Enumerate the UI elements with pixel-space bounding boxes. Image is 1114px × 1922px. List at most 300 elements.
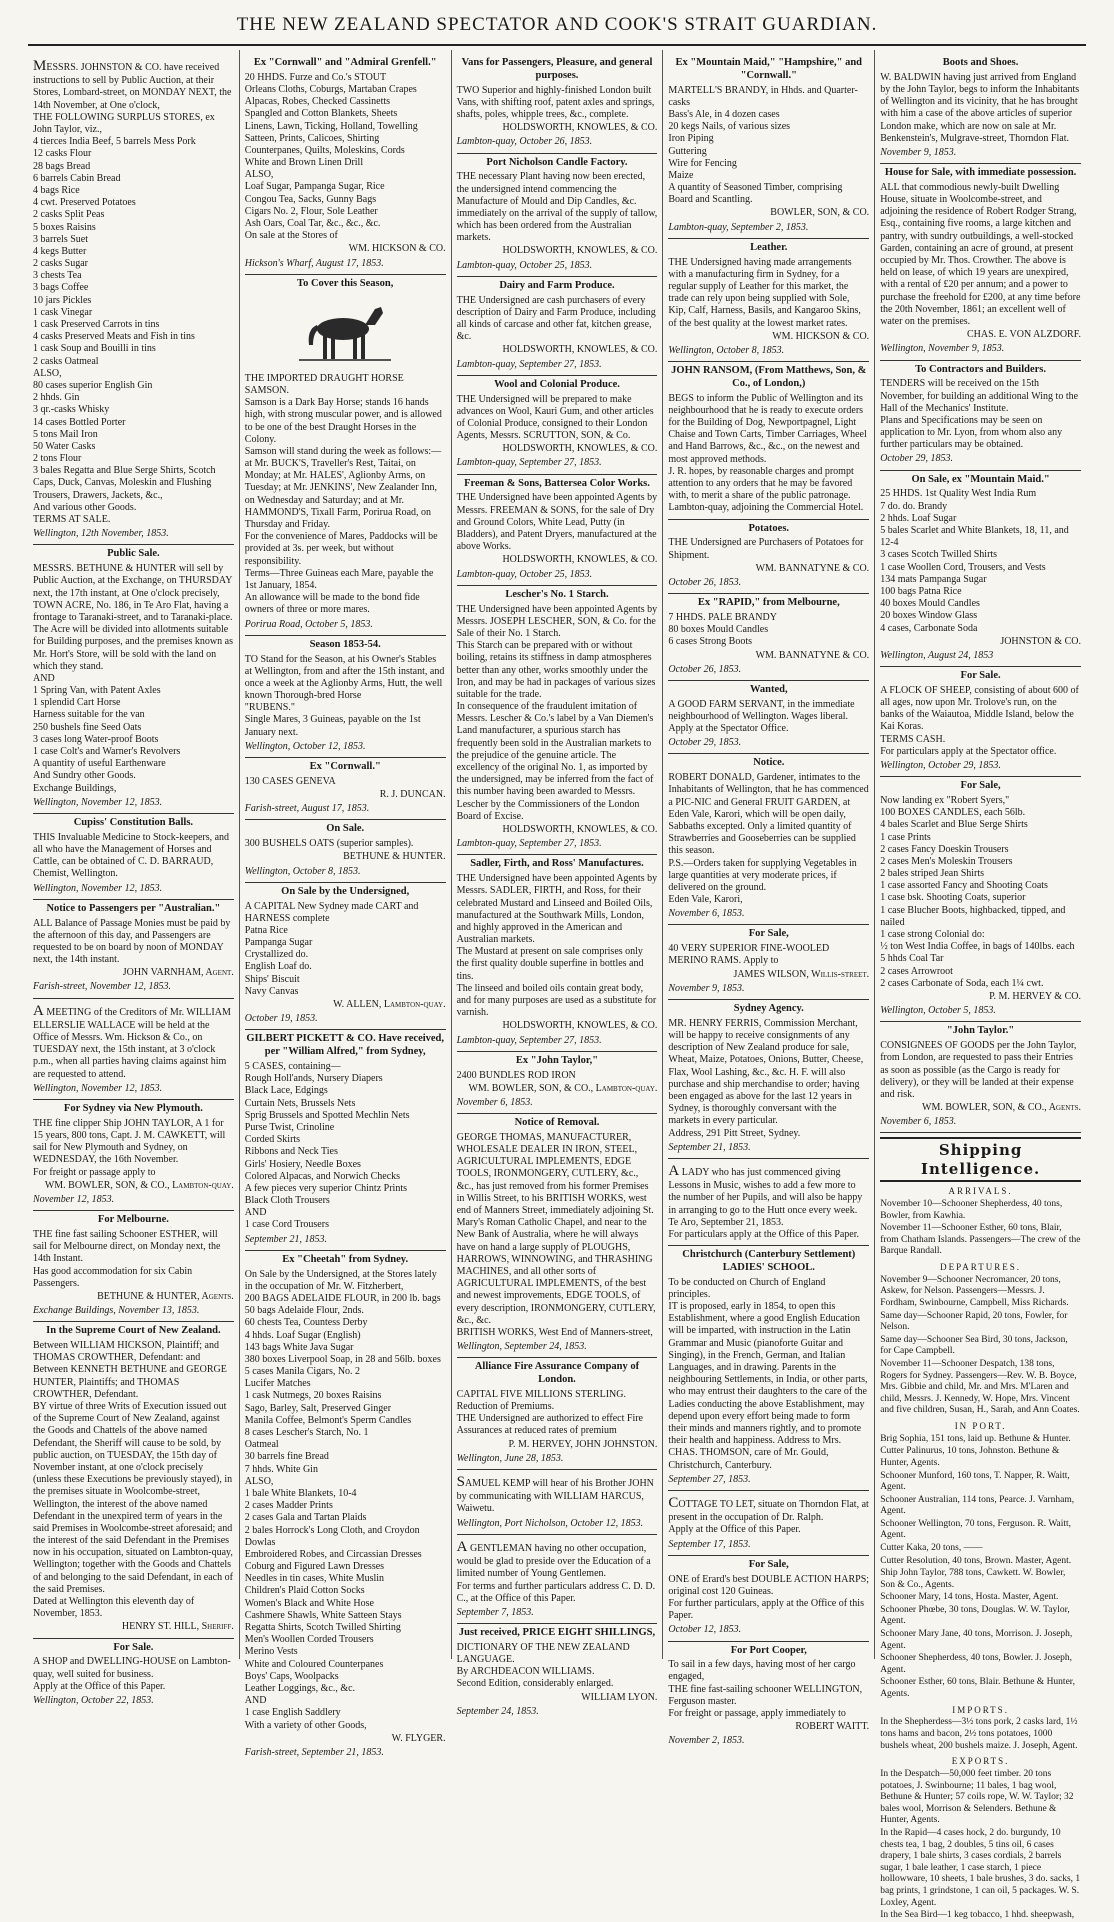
ad-date: Exchange Buildings, November 13, 1853. — [33, 1305, 200, 1317]
ad-text: 2 cases Men's Moleskin Trousers — [880, 855, 1013, 867]
shipping-entry: November 11—Schooner Esther, 60 tons, Blair, from Chatham Islands. Passengers—The crew of the Barque Randall. — [880, 1223, 1081, 1257]
ad-date: September 21, 1853. — [668, 1141, 751, 1153]
ad-text: THE Undersigned having made arrangements with a manufacturing firm in Sydney, for a regular supply of Leather for this market, the trade can rely upon being supplied with Sole, Kip, Calf, Harness, Basils, and Kangaroo Skins, of the best quality at the lowest market rates. — [668, 256, 864, 329]
ad-text: 300 BUSHELS OATS (superior samples). — [244, 838, 414, 850]
advertisement — [33, 900, 234, 999]
ad-heading: Freeman & Sons, Battersea Color Works. — [464, 477, 650, 489]
shipping-entry: Cutter Kaka, 20 tons, —— — [880, 1542, 983, 1553]
ad-text: 4 cwt. Preserved Potatoes — [33, 197, 136, 209]
ad-signature: WM. HICKSON & CO. — [772, 330, 870, 342]
ad-heading: House for Sale, with immediate possession. — [884, 167, 1077, 179]
ad-date: Wellington, November 12, 1853. — [33, 1082, 163, 1094]
ad-text: TOWN ACRE, No. 186, in Te Aro Flat, having a frontage to Taranaki-street, and to Taranaki-place. The Acre will be divided into allotments suitable for Building purposes, and the premises known as Mr. Hort's Store, will be sold with the land on which they stand. — [33, 599, 236, 672]
ad-text: A GENTLEMAN having no other occupation, would be glad to preside over the Education of a limited number of Young Gentlemen. — [456, 1538, 654, 1580]
ad-text: Corded Skirts — [244, 1134, 301, 1146]
advertisement — [457, 1470, 658, 1535]
ad-text: THE Undersigned have been appointed Agents by Messrs. JOSEPH LESCHER, SON, & Co. for the Sale of their No. 1 Starch. — [456, 603, 660, 639]
ad-text: Exchange Buildings, — [33, 782, 117, 794]
shipping-section-heading: DEPARTURES. — [940, 1261, 1022, 1272]
ad-text: A few pieces very superior Chintz Prints — [244, 1182, 407, 1194]
ad-text: AND — [33, 672, 55, 684]
advertisement — [880, 777, 1081, 1022]
advertisement — [245, 636, 446, 758]
advertisement — [668, 1556, 872, 1642]
advertisement — [880, 1022, 1081, 1133]
ad-date: Wellington, October 5, 1853. — [880, 1005, 996, 1017]
advertisement — [33, 1211, 234, 1322]
ad-heading: For Sale. — [960, 670, 1001, 682]
ad-text: 4 bales Scarlet and Blue Serge Shirts — [880, 819, 1028, 831]
ad-text: THE Undersigned are Purchasers of Potatoes for Shipment. — [668, 537, 866, 561]
ad-text: White and Coloured Counterpanes — [244, 1658, 384, 1670]
ad-text: 20 kegs Nails, of various sizes — [668, 121, 791, 133]
ad-text: 2 cases Arrowroot — [880, 965, 953, 977]
ad-date: September 7, 1853. — [456, 1606, 534, 1618]
advertisement — [33, 814, 234, 900]
advertisement — [245, 275, 446, 636]
ad-text: 1 cask Nutmegs, 20 boxes Raisins — [244, 1390, 382, 1402]
ad-date: Wellington, November 12, 1853. — [33, 882, 163, 894]
ad-heading: In the Supreme Court of New Zealand. — [46, 1325, 221, 1337]
ad-signature: JOHN VARNHAM, Agent. — [122, 967, 234, 979]
shipping-entry: Brig Sophia, 151 tons, laid up. Bethune & Hunter. — [880, 1433, 1071, 1444]
shipping-entry: Schooner Phœbe, 30 tons, Douglas. W. W. Taylor, Agent. — [880, 1604, 1070, 1627]
ad-text: 50 Water Casks — [33, 440, 96, 452]
ad-heading: Just received, PRICE EIGHT SHILLINGS, — [458, 1627, 656, 1639]
ad-heading: "John Taylor." — [946, 1025, 1015, 1037]
ad-text: 3 bags Coffee — [33, 282, 89, 294]
ad-signature: CHAS. E. VON ALZDORF. — [966, 329, 1081, 341]
ad-text: In consequence of the fraudulent imitation of Messrs. Lescher & Co.'s label by a Van Diemen's Land manufacturer, a spurious starch has frequently been sold in the Australian markets to the prejudice of the genuine article. The excellency of the original No. 1, as imported by the undersigned, may be inferred from the fact of this number having been awarded to Messrs. Lescher by the Commissioners of the London Board of Excise. — [456, 701, 656, 822]
ad-signature: WM. BOWLER, SON, & CO., Lambton-quay. — [468, 1082, 658, 1094]
ad-text: A GOOD FARM SERVANT, in the immediate neighbourhood of Wellington. Wages liberal. — [668, 698, 858, 722]
ad-text: GEORGE THOMAS, MANUFACTURER, WHOLESALE DEALER IN IRON, STEEL, AGRICULTURAL IMPLEMENTS, EDGE TOOLS, IRONMONGERY, CUTLERY, &c., &c., has just removed from his former Premises in Willis Street, to his BRITISH WORKS, west end of Manners Street, immediately adjoining St. Mary's Roman Catholic Chapel, and near to the New Bank of Australia, where he will always have on hand a large supply of PLOUGHS, HARROWS, WINNOWING, and THRASHING MACHINES, and all other sorts of AGRICULTURAL IMPLEMENTS, of the best and newest improvements, EDGE TOOLS, of every description, IRONMONGERY, CUTLERY, &c., &c. — [456, 1131, 659, 1326]
advertisement — [880, 667, 1081, 777]
ad-heading: Notice. — [753, 757, 785, 769]
ad-text: To be conducted on Church of England principles. — [668, 1276, 828, 1300]
ad-text: Apply at the Office of this Paper. — [668, 1524, 801, 1536]
ad-text: 1 splendid Cart Horse — [33, 697, 121, 709]
ad-text: Boys' Caps, Woolpacks — [244, 1670, 339, 1682]
ad-heading: Wanted, — [749, 683, 788, 695]
ad-date: Wellington, October 8, 1853. — [668, 344, 785, 356]
ad-heading: Potatoes. — [748, 522, 790, 534]
advertisement — [457, 54, 658, 154]
ad-signature: W. FLYGER. — [391, 1732, 446, 1744]
ad-text: 7 do. do. Brandy — [880, 500, 948, 512]
ad-text: A CAPITAL New Sydney made CART and HARNESS complete — [244, 900, 421, 924]
ad-text: Maize — [668, 169, 694, 181]
ad-text: Lambton-quay, adjoining the Commercial Hotel. — [668, 502, 864, 514]
ad-text: For particulars apply at the Office of this Paper. — [668, 1228, 859, 1240]
ad-text: Satteen, Prints, Calicoes, Shirting — [244, 132, 380, 144]
ad-text: THE Undersigned will be prepared to make advances on Wool, Kauri Gum, and other articles of Colonial Produce, consigned to their London Agents, Messrs. SCRUTTON, SON, & Co. — [456, 393, 657, 442]
ad-text: 1 case bsk. Shooting Coats, superior — [880, 892, 1026, 904]
advertisement — [245, 54, 446, 275]
ad-text: 3 qr.-casks Whisky — [33, 404, 110, 416]
ad-text: And various other Goods. — [33, 501, 137, 513]
ad-text: 4 hhds. Loaf Sugar (English) — [244, 1329, 361, 1341]
ad-text: ALSO, — [33, 367, 62, 379]
ad-text: Needles in tin cases, White Muslin — [244, 1573, 385, 1585]
ad-text: Cigars No. 2, Flour, Sole Leather — [244, 205, 378, 217]
ad-date: Wellington, October 22, 1853. — [33, 1694, 154, 1706]
advertisement — [457, 586, 658, 856]
ad-text: For particulars apply at the Spectator office. — [880, 745, 1057, 757]
ad-text: ONE of Erard's best DOUBLE ACTION HARPS; original cost 120 Guineas. — [668, 1573, 872, 1597]
ad-text: Girls' Hosiery, Needle Boxes — [244, 1158, 361, 1170]
ad-signature: BETHUNE & HUNTER. — [343, 851, 446, 863]
advertisement — [245, 1251, 446, 1763]
column-2 — [239, 50, 451, 1758]
ad-heading: For Sydney via New Plymouth. — [63, 1103, 203, 1115]
ad-text: 28 bags Bread — [33, 160, 91, 172]
ad-date: Lambton-quay, September 27, 1853. — [456, 1034, 602, 1046]
ad-heading: Notice of Removal. — [514, 1117, 600, 1129]
ad-date: Lambton-quay, September 27, 1853. — [456, 838, 602, 850]
ad-date: November 9, 1853. — [668, 982, 745, 994]
ad-text: 1 cask Soup and Bouilli in tins — [33, 343, 156, 355]
shipping-entry: Cutter Resolution, 40 tons, Brown. Master, Agent. — [880, 1555, 1072, 1566]
ad-text: 380 boxes Liverpool Soap, in 28 and 56lb. boxes — [244, 1353, 441, 1365]
advertisement — [668, 362, 869, 519]
ad-text: Congou Tea, Sacks, Gunny Bags — [244, 193, 377, 205]
ad-text: THE fine fast sailing Schooner ESTHER, will sail for Melbourne direct, on Monday next, the 14th Instant. — [33, 1228, 223, 1265]
ad-date: October 29, 1853. — [880, 453, 953, 465]
ad-date: Lambton-quay, October 25, 1853. — [456, 568, 593, 580]
ad-text: BY virtue of three Writs of Execution issued out of the Supreme Court of New Zealand, against the Goods and Chattels of the above named Defendant, the Sheriff will cause to be sold, by public auction, on TUESDAY, the 15th day of November instant, at one o'clock precisely (unless these Executions be previously stayed), in the premises situate in Woolcombe-street, Wellington, the interest of the above named Defendant in the unexpired term of years in the said Premises in Woolcombe-street aforesaid; and the interest of the said Defendant in the Premises now in his occupation, situated on Lambton-quay, Wellington; together with the Goods and Chattels of and belonging to the said Defendant, in each of the said Premises. — [33, 1401, 236, 1595]
ad-text: 5 hhds Coal Tar — [880, 953, 944, 965]
shipping-intelligence-title: Shipping Intelligence. — [880, 1137, 1081, 1182]
ad-text: 2 cases Gala and Tartan Plaids — [244, 1512, 367, 1524]
shipping-entry: Schooner Munford, 160 tons, T. Napper, R. Waitt, Agent. — [880, 1470, 1070, 1493]
advertisement — [33, 999, 234, 1100]
ad-text: 4 casks Preserved Meats and Fish in tins — [33, 331, 195, 343]
ad-text: Spangled and Cotton Blankets, Sheets — [244, 108, 398, 120]
ad-signature: WM. HICKSON & CO. — [348, 243, 446, 255]
ad-date: October 19, 1853. — [244, 1013, 318, 1025]
column-1 — [28, 50, 239, 1706]
ad-text: Apply at the Spectator Office. — [668, 723, 789, 735]
ad-text: Sago, Barley, Salt, Preserved Ginger — [244, 1402, 392, 1414]
ad-date: Wellington, November 9, 1853. — [880, 343, 1005, 355]
ad-text: Embroidered Robes, and Circassian Dresses — [244, 1548, 422, 1560]
ad-text: 6 cases Strong Boots — [668, 636, 752, 648]
ad-text: 1 case Colt's and Warner's Revolvers — [33, 746, 181, 758]
ad-text: THE Undersigned have been appointed Agents by Messrs. FREEMAN & SONS, for the sale of Dry and Ground Colors, White Lead, Putty (in Bladders), and Patent Dryers, manufactured at the above Works. — [456, 492, 660, 553]
ad-text: On sale at the Stores of — [244, 230, 338, 242]
ad-signature: ROBERT WAITT. — [795, 1721, 870, 1733]
ad-text: BRITISH WORKS, West End of Manners-street, — [456, 1326, 653, 1338]
advertisement — [880, 361, 1081, 471]
ad-heading: On Sale. — [326, 823, 365, 835]
ad-date: Wellington, October 12, 1853. — [244, 740, 366, 752]
shipping-entry: Cutter Palinurus, 10 tons, Johnston. Bethune & Hunter, Agents. — [880, 1446, 1060, 1468]
ad-text: 2 casks Split Peas — [33, 209, 105, 221]
ad-signature: JOHNSTON & CO. — [1000, 635, 1081, 647]
ad-text: This Starch can be prepared with or without boiling, retains its stiffness in damp atmospheres better than any other, works smoothly under the Iron, and may be had in packages of various sizes suitable for the trade. — [456, 640, 658, 700]
ad-heading: Season 1853-54. — [309, 638, 381, 650]
ad-text: The linseed and boiled oils contain great body, and for many purposes are used as a substitute for varnish. — [456, 982, 659, 1019]
ad-text: TERMS AT SALE. — [33, 514, 111, 526]
ad-text: 50 bags Adelaide Flour, 2nds. — [244, 1305, 364, 1317]
shipping-section-heading: ARRIVALS. — [948, 1186, 1013, 1197]
ad-text: Patna Rice — [244, 924, 288, 936]
ad-text: Merino Vests — [244, 1646, 298, 1658]
ad-text: 3 cases long Water-proof Boots — [33, 733, 159, 745]
ad-text: A SHOP and DWELLING-HOUSE on Lambton-quay, well suited for business. — [33, 1656, 231, 1680]
ad-text: Colored Alpacas, and Norwich Checks — [244, 1170, 401, 1182]
ad-text: ALSO, — [244, 169, 274, 181]
ad-text: ALL that commodious newly-built Dwelling House, situate in Woolcombe-street, and adjoining the residence of Robert Rodger Strang, Esq., containing five rooms, a large kitchen and pantry, with sundry outbuildings, a well-stocked Garden, containing an acre of ground, at present occupied by Mr. Thos. Crowther. The above is held on lease, of which 19 years are unexpired, with a rental of £20 per annum; and a power to purchase the freehold for £200, at any time before the 20th November, 1861; an excellent well of water on the premises. — [880, 181, 1083, 327]
advertisement — [245, 883, 446, 1031]
ad-text: 1 case Woollen Cord, Trousers, and Vests — [880, 561, 1046, 573]
ad-text: Te Aro, September 21, 1853. — [668, 1216, 784, 1228]
ad-text: THE necessary Plant having now been erected, the undersigned intend commencing the Manufacture of Mould and Dip Candles, &c. immediately on the arrival of the supply of tallow, which has been ordered from the Australian markets. — [456, 171, 660, 244]
shipping-entry: Schooner Shepherdess, 40 tons, Bowler. J. Joseph, Agent. — [880, 1653, 1073, 1675]
ad-text: 250 bushels fine Seed Oats — [33, 721, 142, 733]
advertisement — [880, 471, 1081, 667]
ad-text: COTTAGE TO LET, situate on Thorndon Flat, at present in the occupation of Dr. Ralph. — [668, 1494, 872, 1524]
ad-text: 200 BAGS ADELAIDE FLOUR, in 200 lb. bags — [244, 1292, 441, 1304]
ad-text: 3 barrels Suet — [33, 233, 88, 245]
ad-text: 134 mats Pampanga Sugar — [880, 573, 987, 585]
ad-text: 12 casks Flour — [33, 148, 92, 160]
ad-date: Lambton-quay, September 2, 1853. — [668, 221, 809, 233]
ad-text: 1 case Prints — [880, 831, 931, 843]
advertisement — [245, 1030, 446, 1250]
advertisement — [668, 754, 872, 925]
ad-heading: Wool and Colonial Produce. — [494, 378, 620, 390]
ad-text: 5 tons Mail Iron — [33, 428, 98, 440]
ad-text: Plans and Specifications may be seen on application to Mr. Lyon, from whom also any further particulars may be obtained. — [880, 414, 1065, 451]
ad-text: 25 HHDS. 1st Quality West India Rum — [880, 488, 1037, 500]
ad-text: 1 cask Vinegar — [33, 306, 93, 318]
ad-text: 4 tierces India Beef, 5 barrels Mess Pork — [33, 136, 196, 148]
ad-text: IT is proposed, early in 1854, to open this Establishment, where a good English Education will be imparted, with instruction in the Latin Grammar and Music (pianoforte Guitar and Singing), in the French, German, and Italian Languages, and in drawing. Parents in the neighbouring Settlements, in India, or other parts, who may entrust their daughters to the care of the Ladies conducting the above Establishment, may depend upon every effort being made to form their minds and manners rightly, and to promote their health and happiness. Address to Mrs. CHAS. THOMSON, care of Mr. Gould, Christchurch, Canterbury. — [668, 1301, 871, 1471]
advertisement — [33, 1639, 234, 1712]
horse-illustration — [295, 295, 395, 369]
ad-text: MESSRS. BETHUNE & HUNTER will sell by Public Auction, at the Exchange, on THURSDAY next, the 17th instant, at One o'clock precisely, — [33, 563, 235, 599]
shipping-entry: Schooner Australian, 114 tons, Pearce. J. Varnham, Agent. — [880, 1494, 1075, 1517]
ad-date: Wellington, June 28, 1853. — [456, 1452, 564, 1464]
shipping-entry: Schooner Mary Jane, 40 tons, Morrison. J. Joseph, Agent. — [880, 1629, 1073, 1651]
ad-text: Guttering — [668, 145, 707, 157]
ad-heading: Lescher's No. 1 Starch. — [505, 588, 609, 600]
ad-date: Porirua Road, October 5, 1853. — [244, 618, 373, 630]
column-4 — [662, 50, 874, 1747]
ad-text: Wire for Fencing — [668, 157, 737, 169]
ad-text: English Loaf do. — [244, 961, 312, 973]
shipping-entry: In the Sea Bird—1 keg tobacco, 1 hhd. sheepwash, — [880, 1910, 1075, 1921]
advertisement — [457, 376, 658, 475]
ad-text: 40 VERY SUPERIOR FINE-WOOLED MERINO RAMS. Apply to — [668, 943, 832, 967]
advertisement — [245, 820, 446, 882]
ad-text: 2 casks Sugar — [33, 258, 88, 270]
ad-text: TO Stand for the Season, at his Owner's Stables at Wellington, from and after the 15th instant, and once a week at the Aglionby Arms, Hutt, the well known Thorough-bred Horse — [244, 653, 447, 702]
ad-text: To sail in a few days, having most of her cargo engaged, — [668, 1659, 859, 1683]
ad-date: Wellington, October 29, 1853. — [880, 759, 1001, 771]
ad-date: October 26, 1853. — [668, 663, 742, 675]
ad-date: October 26, 1853. — [668, 576, 742, 588]
ad-text: With a variety of other Goods, — [244, 1719, 367, 1731]
ad-date: Lambton-quay, October 25, 1853. — [456, 259, 593, 271]
ad-heading: GILBERT PICKETT & CO. Have received, per "William Alfred," from Sydney, — [246, 1033, 445, 1058]
ad-text: ALL Balance of Passage Monies must be paid by the afternoon of this day, and Passengers are requested to be on board by noon of MONDAY next, the 14th instant. — [33, 917, 233, 966]
ad-signature: HOLDSWORTH, KNOWLES, & CO. — [502, 823, 658, 835]
ad-text: A FLOCK OF SHEEP, consisting of about 600 of all ages, now upon Mr. Trolove's run, on the banks of the Waiautoa, Middle Island, below the Kai Koras. — [880, 684, 1082, 733]
ad-text: 30 barrels fine Bread — [244, 1451, 329, 1463]
ad-text: 2 hhds. Loaf Sugar — [880, 512, 957, 524]
ad-heading: Dairy and Farm Produce. — [499, 279, 615, 291]
ad-text: Women's Black and White Hose — [244, 1597, 374, 1609]
ad-signature: HENRY ST. HILL, Sheriff. — [121, 1621, 234, 1633]
ad-text: CONSIGNEES OF GOODS per the John Taylor, from London, are requested to pass their Entries as soon as possible (as the Cargo is ready for delivery), or they will be landed at their expense and risk. — [880, 1040, 1079, 1100]
shipping-entry: Ship John Taylor, 788 tons, Cawkett. W. Bowler, Son & Co., Agents. — [880, 1568, 1066, 1590]
ad-text: Coburg and Figured Lawn Dresses — [244, 1561, 385, 1573]
ad-text: THIS Invaluable Medicine to Stock-keepers, and all who have the Management of Horses and Cattle, can be obtained of C. D. BARRAUD, Chemist, Wellington. — [33, 831, 232, 880]
advertisement — [668, 54, 869, 239]
ad-text: 80 boxes Mould Candles — [668, 624, 769, 636]
ad-text: 7 HHDS. PALE BRANDY — [668, 611, 777, 623]
advertisement — [668, 1000, 869, 1159]
ad-text: THE IMPORTED DRAUGHT HORSE SAMSON. — [244, 372, 407, 396]
ad-text: Samson will stand during the week as follows:—at Mr. BUCK'S, Traveller's Rest, Taitai, on Monday; at Mr. HALES', Aglionby Arms, on Tuesday; at Mr. JENKINS', New Zealander Inn, on Wednesday and Saturday; and at Mr. HAMMOND'S, Tixall Farm, Porirua Road, on Thursday and Friday. — [244, 445, 442, 531]
ad-text: 2400 BUNDLES ROD IRON — [456, 1069, 576, 1081]
ad-signature: HOLDSWORTH, KNOWLES, & CO. — [502, 122, 658, 134]
columns — [28, 50, 1086, 1921]
ad-text: 3 bales Regatta and Blue Serge Shirts, Scotch Caps, Duck, Canvas, Moleskin and Flushing Trousers, Drawers, Jackets, &c., — [33, 465, 219, 501]
shipping-entry: Same day—Schooner Rapid, 20 tons, Fowler, for Nelson. — [880, 1310, 1068, 1333]
ad-signature: HOLDSWORTH, KNOWLES, & CO. — [502, 554, 658, 566]
ad-date: October 29, 1853. — [668, 737, 742, 749]
advertisement — [668, 925, 869, 1000]
ad-heading: To Contractors and Builders. — [915, 363, 1047, 375]
advertisement — [457, 1624, 658, 1722]
ad-text: Ribbons and Neck Ties — [244, 1146, 338, 1158]
ad-text: White and Brown Linen Drill — [244, 157, 364, 169]
ad-text: Oatmeal — [244, 1439, 279, 1451]
ad-text: Black Lace, Edgings — [244, 1085, 328, 1097]
ad-text: Second Edition, considerably enlarged. — [456, 1678, 614, 1690]
ad-text: 20 boxes Window Glass — [880, 610, 978, 622]
ad-text: A quantity of useful Earthenware — [33, 758, 166, 770]
ad-text: 3 chests Tea — [33, 270, 82, 282]
ad-text: Reduction of Premiums. — [456, 1401, 555, 1413]
ad-date: September 27, 1853. — [668, 1473, 751, 1485]
ad-heading: For Port Cooper, — [730, 1644, 807, 1656]
ad-heading: Ex "RAPID," from Melbourne, — [697, 597, 840, 609]
ad-text: TENDERS will be received on the 15th November, for building an additional Wing to the Hall of the Mechanics' Institute. — [880, 378, 1081, 414]
ad-heading: Sydney Agency. — [733, 1003, 804, 1015]
ad-text: Has good accommodation for six Cabin Passengers. — [33, 1265, 195, 1289]
shipping-entry: In the Rapid—4 cases hock, 2 do. burgundy, 10 chests tea, 1 bag, 2 doubles, 5 tins oil, 6 cases drapery, 1 bale shirts, 3 cases cordials, 2 barrels sugar, 1 bale leather, 1 case starch, 1 piece hollowware, 10 sheets, 1 bale brushes, 3 do. sacks, 1 bag prints, 1 grindstone, 1 can oil, 5 packages. W. S. Loxley, Agent. — [880, 1828, 1081, 1908]
ad-text: For the convenience of Mares, Paddocks will be provided at 3s. per week, but without responsibility. — [244, 531, 441, 567]
advertisement — [668, 239, 869, 362]
ad-text: THE fine fast-sailing schooner WELLINGTON, Ferguson master. — [668, 1683, 865, 1707]
ad-heading: Ex "Mountain Maid," "Hampshire," and "Cornwall." — [675, 57, 863, 81]
ad-signature: HOLDSWORTH, KNOWLES, & CO. — [502, 1020, 658, 1032]
ad-heading: For Sale. — [113, 1641, 154, 1653]
advertisement — [33, 1100, 234, 1211]
ad-date: November 12, 1853. — [33, 1193, 115, 1205]
ad-text: 1 cask Preserved Carrots in tins — [33, 319, 160, 331]
shipping-entry: Same day—Schooner Sea Bird, 30 tons, Jackson, for Cape Campbell. — [880, 1334, 1068, 1357]
ad-text: Single Mares, 3 Guineas, payable on the 1st January next. — [244, 714, 424, 738]
ad-heading: Ex "John Taylor," — [515, 1054, 599, 1066]
ad-text: A MEETING of the Creditors of Mr. WILLIAM ELLERSLIE WALLACE will be held at the Office of Messrs. Wm. Hickson & Co., on TUESDAY next, the 15th instant, at 3 o'clock p.m., when all parties having claims against him are requested to attend. — [33, 1002, 234, 1080]
ad-date: Lambton-quay, September 27, 1853. — [456, 358, 602, 370]
shipping-entry: In the Despatch—50,000 feet timber. 20 tons potatoes, J. Swinbourne; 11 bales, 1 bag wool, Bethune & Hunter; 57 coils rope, W. W. Taylor; 32 bales wool, Morrison & Selenders. Bethune & Hunter, Agents. — [880, 1769, 1074, 1826]
ad-signature: W. ALLEN, Lambton-quay. — [333, 999, 446, 1011]
shipping-entry: Schooner Mary, 14 tons, Hosta. Master, Agent. — [880, 1592, 1059, 1603]
ad-heading: Ex "Cornwall." — [309, 761, 381, 773]
ad-text: Crystallized do. — [244, 949, 309, 961]
ad-date: October 12, 1853. — [668, 1624, 742, 1636]
ad-text: 1 case strong Colonial do: — [880, 929, 985, 941]
shipping-entry: November 10—Schooner Shepherdess, 40 tons, Bowler, from Kawhia. — [880, 1199, 1063, 1221]
advertisement — [33, 54, 234, 545]
ad-text: Dated at Wellington this eleventh day of November, 1853. — [33, 1596, 197, 1620]
ad-text: 143 bags White Java Sugar — [244, 1341, 354, 1353]
ad-date: Farish-street, September 21, 1853. — [244, 1746, 384, 1758]
ad-date: Wellington, October 8, 1853. — [244, 865, 361, 877]
ad-text: Ships' Biscuit — [244, 973, 300, 985]
ad-text: 2 cases Fancy Doeskin Trousers — [880, 843, 1009, 855]
ad-text: Regatta Shirts, Scotch Twilled Shirting — [244, 1622, 401, 1634]
ad-text: DICTIONARY OF THE NEW ZEALAND LANGUAGE. — [456, 1641, 633, 1666]
ad-text: THE Undersigned are cash purchasers of every description of Dairy and Farm Produce, including all kinds of carcase and other fat, kitchen grease, &c. — [456, 294, 659, 343]
ad-text: For freight or passage, apply immediately to — [668, 1708, 846, 1720]
ad-date: September 21, 1853. — [244, 1233, 328, 1245]
shipping-entry: Schooner Wellington, 70 tons, Ferguson. R. Waitt, Agent. — [880, 1518, 1072, 1541]
masthead: THE NEW ZEALAND SPECTATOR AND COOK'S STRAIT GUARDIAN. — [236, 14, 878, 35]
ad-text: AND — [244, 1695, 267, 1707]
ad-text: 5 cases Manila Cigars, No. 2 — [244, 1366, 361, 1378]
advertisement — [457, 855, 658, 1051]
ad-heading: Leather. — [750, 241, 788, 253]
ad-text: CAPITAL FIVE MILLIONS STERLING. — [456, 1388, 626, 1400]
ad-heading: Vans for Passengers, Pleasure, and general purposes. — [461, 57, 653, 81]
ad-heading: For Sale, — [748, 1558, 789, 1570]
ad-date: November 6, 1853. — [456, 1096, 533, 1108]
ad-signature: WM. BOWLER, SON, & CO., Lambton-quay. — [44, 1179, 234, 1191]
ad-text: Black Cloth Trousers — [244, 1195, 330, 1207]
ad-text: Apply at the Office of this Paper. — [33, 1680, 166, 1692]
advertisement — [457, 475, 658, 586]
advertisement — [668, 681, 869, 755]
ad-signature: HOLDSWORTH, KNOWLES, & CO. — [502, 245, 658, 257]
ad-text: 100 BOXES CANDLES, each 56lb. — [880, 807, 1026, 819]
ad-text: 2 casks Oatmeal — [33, 355, 99, 367]
ad-text: 4 cases, Carbonate Soda — [880, 622, 978, 634]
ad-text: On Sale by the Undersigned, at the Stores lately in the occupation of Mr. W. Fitzherbert, — [244, 1268, 440, 1292]
ad-date: Wellington, August 24, 1853 — [880, 649, 994, 661]
shipping-section-heading: IN PORT. — [954, 1420, 1007, 1431]
ad-text: The Mustard at present on sale comprises only the first quality double superfine in bottles and tins. — [456, 946, 646, 982]
ad-text: And Sundry other Goods. — [33, 770, 136, 782]
ad-heading: Alliance Fire Assurance Company of London. — [474, 1361, 640, 1386]
ad-text: 2 tons Flour — [33, 453, 82, 465]
advertisement — [457, 1535, 658, 1624]
ad-heading: Sadler, Firth, and Ross' Manufactures. — [470, 858, 644, 870]
advertisement — [880, 164, 1081, 360]
ad-signature: WM. BOWLER, SON, & CO., Agents. — [922, 1102, 1081, 1114]
ad-date: September 24, 1853. — [456, 1705, 539, 1717]
ad-text: Terms—Three Guineas each Mare, payable the 1st January, 1854. — [244, 567, 436, 591]
advertisement — [668, 1159, 869, 1246]
shipping-section-heading: IMPORTS. — [952, 1704, 1009, 1715]
